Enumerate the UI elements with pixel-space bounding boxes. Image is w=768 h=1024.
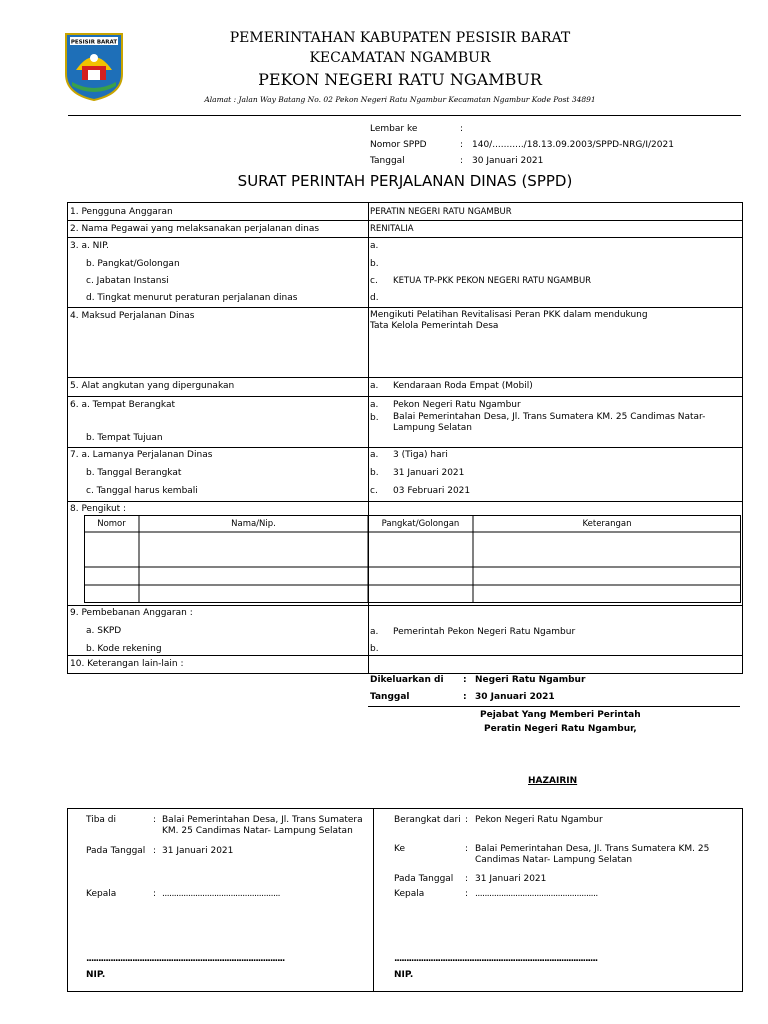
r10-label: 10. Keterangan lain-lain : — [70, 659, 184, 669]
r3c-letter: c. — [370, 276, 378, 286]
tiba-value: Balai Pemerintahan Desa, Jl. Trans Sumatera KM. 25 Candimas Natar- Lampung Selatan — [162, 815, 363, 836]
colon: : — [460, 156, 464, 166]
r6a-letter: a. — [370, 400, 379, 410]
pada-tanggal-left-label: Pada Tanggal — [86, 846, 146, 856]
pengikut-header-nama: Nama/Nip. — [231, 519, 276, 529]
r7b-value: 31 Januari 2021 — [393, 468, 465, 478]
r7c-value: 03 Februari 2021 — [393, 486, 471, 496]
tiba-label: Tiba di — [86, 815, 117, 825]
meta-nomor-label: Nomor SPPD — [370, 140, 427, 150]
colon: : — [460, 124, 464, 134]
colon: : — [463, 692, 467, 702]
r7b-letter: b. — [370, 468, 379, 478]
bottom-column-divider — [373, 809, 374, 991]
colon: : — [463, 675, 467, 685]
r6a-label: 6. a. Tempat Berangkat — [70, 400, 176, 410]
r3d-label: d. Tingkat menurut peraturan perjalanan dinas — [86, 293, 298, 303]
pengikut-header-pangkat: Pangkat/Golongan — [381, 519, 460, 529]
meta-nomor — [370, 140, 674, 150]
meta-tanggal-label: Tanggal — [370, 156, 405, 166]
kepala-right-value: .................................................... — [475, 889, 598, 899]
pada-tanggal-right-label: Pada Tanggal — [394, 874, 454, 884]
header-divider — [68, 115, 741, 116]
r9b-letter: b. — [370, 644, 379, 654]
issued-place-label: Dikeluarkan di — [370, 675, 444, 685]
pada-tanggal-left-value: 31 Januari 2021 — [162, 846, 234, 856]
issuer-title: Pejabat Yang Memberi Perintah — [480, 710, 641, 720]
r2-value: RENITALIA — [370, 224, 414, 234]
colon: : — [460, 140, 464, 150]
colon: : — [153, 889, 157, 899]
issued-place-value: Negeri Ratu Ngambur — [475, 675, 586, 685]
r9a-label: a. SKPD — [86, 626, 122, 636]
r6b-letter: b. — [370, 413, 379, 423]
pesisir-barat-logo — [62, 30, 126, 102]
issued-date-label: Tanggal — [370, 692, 410, 702]
r6b-label: b. Tempat Tujuan — [86, 433, 163, 443]
header-address: Alamat : Jalan Way Batang No. 02 Pekon Negeri Ratu Ngambur Kecamatan Ngambur Kode Post 34891 — [204, 95, 596, 104]
kepala-left-label: Kepala — [86, 889, 117, 899]
berangkat-label: Berangkat dari — [394, 815, 461, 825]
r9a-letter: a. — [370, 627, 379, 637]
berangkat-value: Pekon Negeri Ratu Ngambur — [475, 815, 603, 825]
document-title: SURAT PERINTAH PERJALANAN DINAS (SPPD) — [237, 172, 573, 190]
r9b-label: b. Kode rekening — [86, 644, 162, 654]
r3b-value: b. — [370, 259, 379, 269]
r7c-letter: c. — [370, 486, 378, 496]
colon: : — [465, 874, 469, 884]
r3a-value: a. — [370, 241, 379, 251]
sppd-table — [67, 202, 743, 674]
r8-label: 8. Pengikut : — [70, 504, 127, 514]
svg-text:PESISIR BARAT: PESISIR BARAT — [70, 39, 118, 46]
r9-label: 9. Pembebanan Anggaran : — [70, 608, 193, 618]
colon: : — [153, 815, 157, 825]
header-district: KECAMATAN NGAMBUR — [309, 50, 491, 66]
r7a-letter: a. — [370, 450, 379, 460]
r6a-value: Pekon Negeri Ratu Ngambur — [393, 400, 521, 410]
r7a-label: 7. a. Lamanya Perjalanan Dinas — [70, 450, 213, 460]
header-village: PEKON NEGERI RATU NGAMBUR — [258, 70, 542, 89]
r3d-value: d. — [370, 293, 379, 303]
r7c-label: c. Tanggal harus kembali — [86, 486, 198, 496]
header-government: PEMERINTAHAN KABUPATEN PESISIR BARAT — [229, 30, 571, 46]
r6b-value: Balai Pemerintahan Desa, Jl. Trans Sumatera KM. 25 Candimas Natar- Lampung Selatan — [393, 412, 706, 433]
r7b-label: b. Tanggal Berangkat — [86, 468, 182, 478]
meta-lembar — [370, 124, 472, 134]
nip-left: NIP. — [86, 970, 106, 980]
meta-tanggal — [370, 156, 543, 166]
r7a-value: 3 (Tiga) hari — [393, 450, 448, 460]
sign-line-right: .................................................................................... — [394, 954, 598, 964]
ke-value: Balai Pemerintahan Desa, Jl. Trans Sumatera KM. 25 Candimas Natar- Lampung Selatan — [475, 844, 710, 865]
r1-label: 1. Pengguna Anggaran — [70, 207, 173, 217]
meta-lembar-label: Lembar ke — [370, 124, 418, 134]
ke-label: Ke — [394, 844, 405, 854]
pengikut-header-nomor: Nomor — [97, 519, 126, 529]
r1-value: PERATIN NEGERI RATU NGAMBUR — [370, 207, 512, 217]
kepala-right-label: Kepala — [394, 889, 425, 899]
r9a-value: Pemerintah Pekon Negeri Ratu Ngambur — [393, 627, 576, 637]
r5-value: Kendaraan Roda Empat (Mobil) — [393, 381, 533, 391]
colon: : — [465, 889, 469, 899]
sign-line-left: .................................................................................. — [86, 954, 285, 964]
meta-nomor-value: 140/.........../18.13.09.2003/SPPD-NRG/I/2021 — [472, 140, 674, 150]
colon: : — [153, 846, 157, 856]
meta-tanggal-value: 30 Januari 2021 — [472, 156, 544, 166]
kepala-left-value: .................................................. — [162, 889, 281, 899]
r4-value: Mengikuti Pelatihan Revitalisasi Peran PKK dalam mendukung Tata Kelola Pemerintah Desa — [370, 310, 648, 331]
issued-date-value: 30 Januari 2021 — [475, 692, 555, 702]
r3b-label: b. Pangkat/Golongan — [86, 259, 180, 269]
pada-tanggal-right-value: 31 Januari 2021 — [475, 874, 547, 884]
r5-letter: a. — [370, 381, 379, 391]
r3c-label: c. Jabatan Instansi — [86, 276, 169, 286]
colon: : — [465, 844, 469, 854]
issuer-position: Peratin Negeri Ratu Ngambur, — [484, 724, 637, 734]
r3c-value: KETUA TP-PKK PEKON NEGERI RATU NGAMBUR — [393, 276, 592, 286]
r5-label: 5. Alat angkutan yang dipergunakan — [70, 381, 235, 391]
r4-label: 4. Maksud Perjalanan Dinas — [70, 311, 195, 321]
r3a-label: 3. a. NIP. — [70, 241, 109, 251]
pengikut-header-keterangan: Keterangan — [582, 519, 632, 529]
issued-divider — [368, 706, 740, 707]
issuer-signature-name: HAZAIRIN — [528, 776, 578, 786]
nip-right: NIP. — [394, 970, 414, 980]
r2-label: 2. Nama Pegawai yang melaksanakan perjalanan dinas — [70, 224, 320, 234]
colon: : — [465, 815, 469, 825]
